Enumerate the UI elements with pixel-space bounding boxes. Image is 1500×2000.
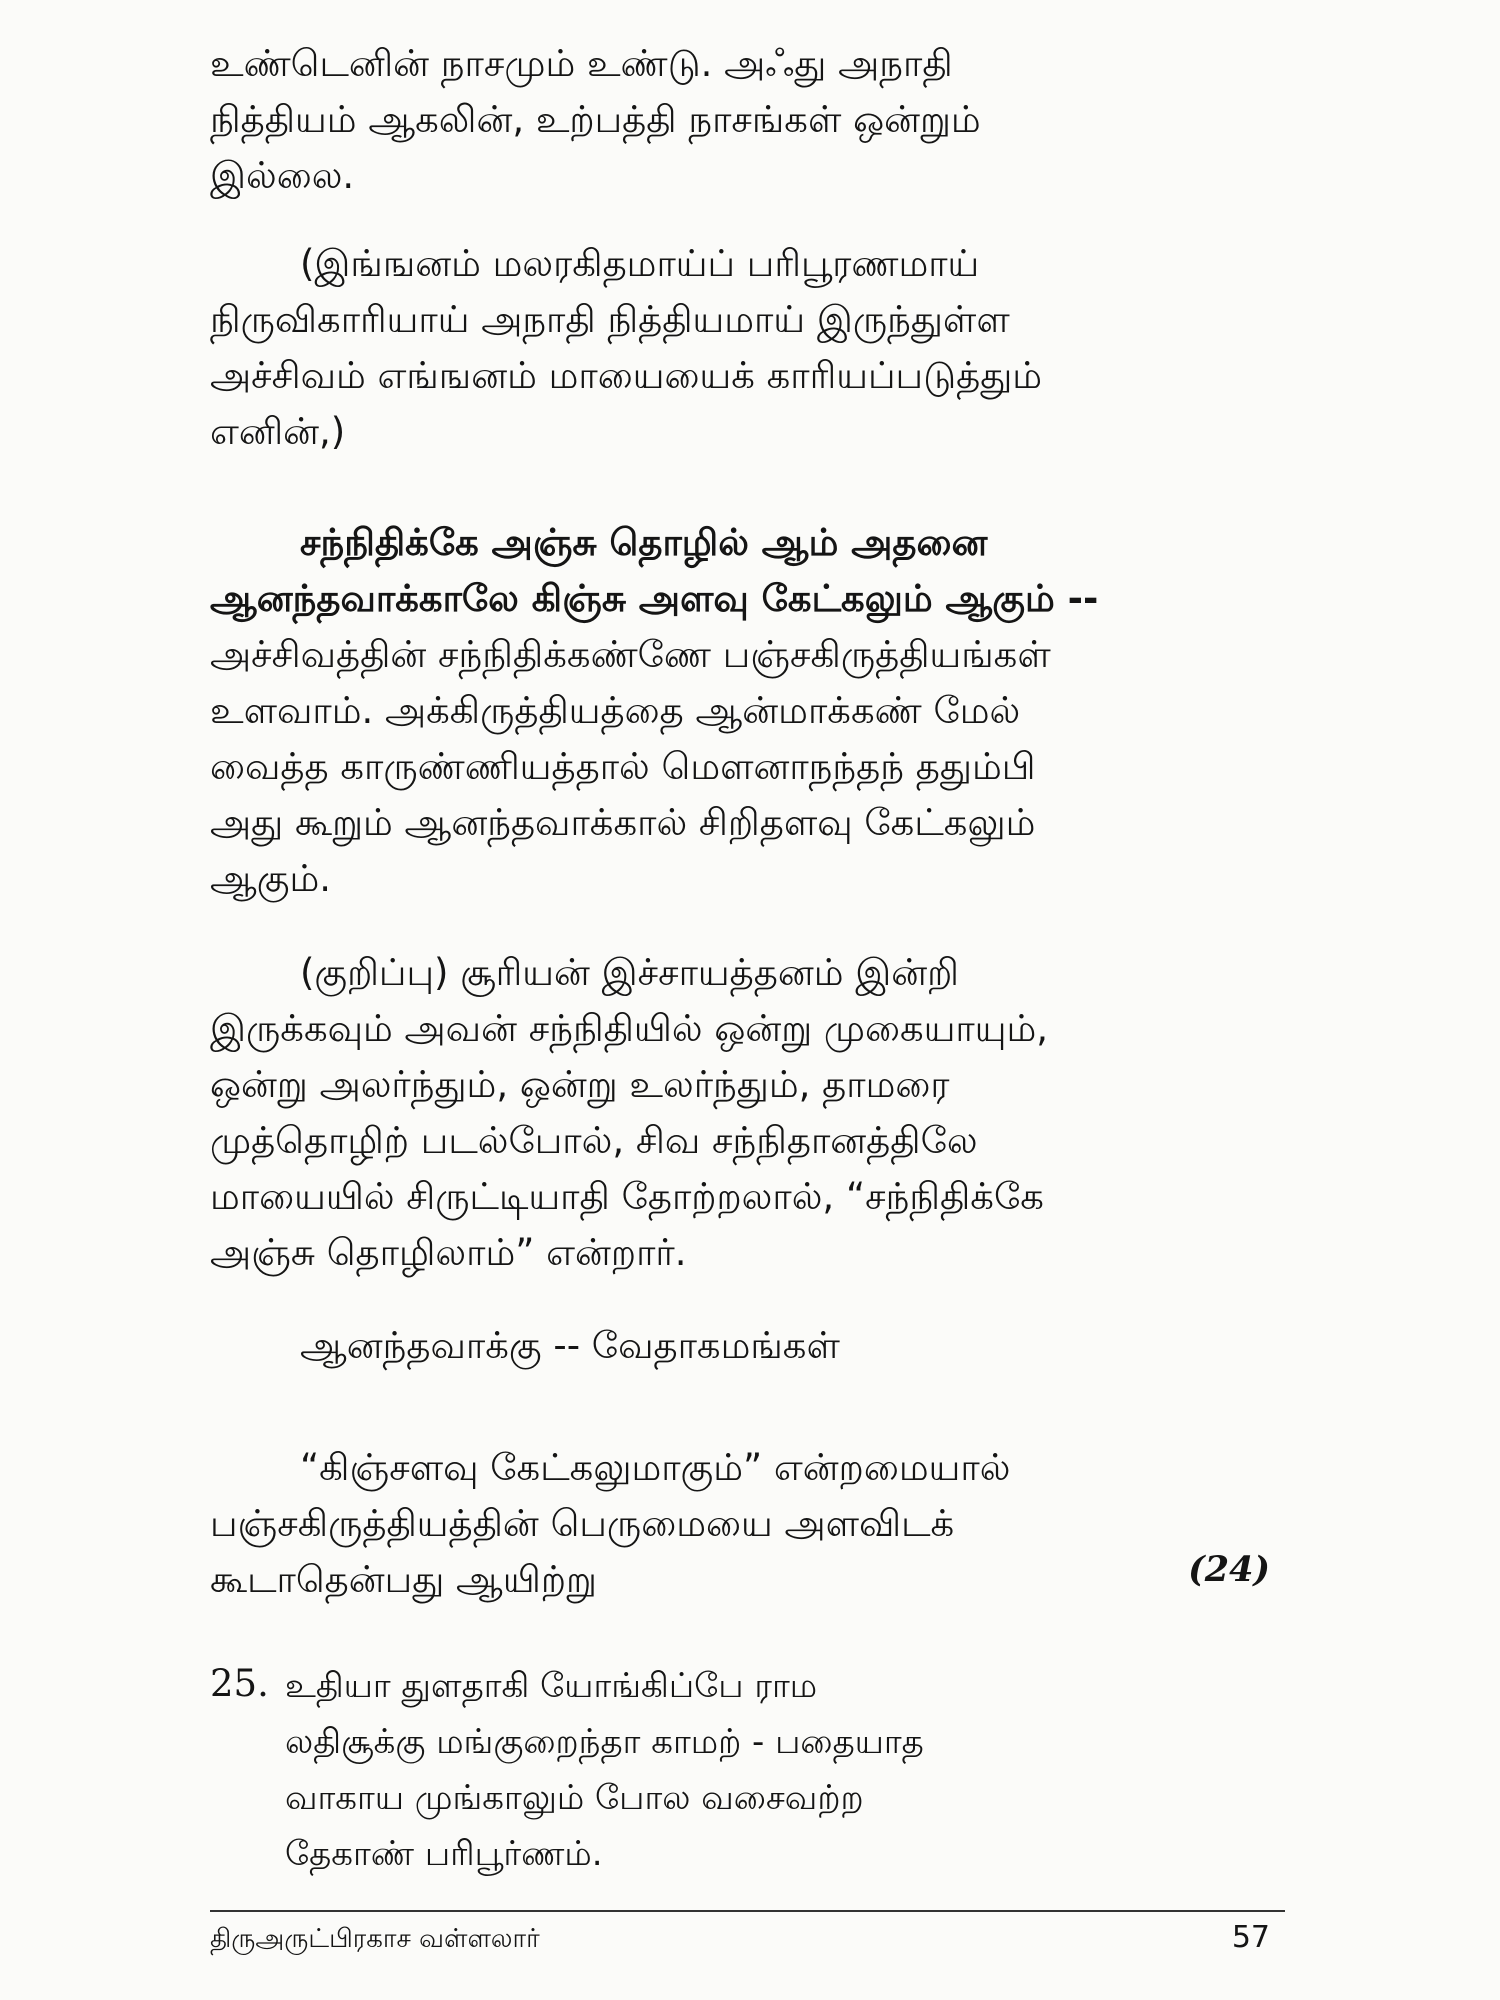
text-line: (குறிப்பு) சூரியன் இச்சாயத்தனம் இன்றி bbox=[300, 951, 959, 994]
text-line: உண்டெனின் நாசமும் உண்டு. அஃது அநாதி bbox=[210, 42, 953, 85]
verse-text bbox=[285, 1658, 924, 1882]
verse-line: வாகாய முங்காலும் போல வசைவற்ற bbox=[285, 1778, 864, 1818]
text-line: முத்தொழிற் படல்போல், சிவ சந்நிதானத்திலே bbox=[210, 1119, 978, 1162]
text-line: அஞ்சு தொழிலாம்” என்றார். bbox=[210, 1231, 687, 1274]
text-line: நிருவிகாரியாய் அநாதி நித்தியமாய் இருந்துள்ள bbox=[210, 298, 1010, 341]
paragraph-3 bbox=[210, 515, 1285, 907]
text-line: மாயையில் சிருட்டியாதி தோற்றலால், “சந்நிதிக்கே bbox=[210, 1175, 1044, 1218]
text-line: நித்தியம் ஆகலின், உற்பத்தி நாசங்கள் ஒன்றும் bbox=[210, 98, 981, 141]
text-line: ஒன்று அலர்ந்தும், ஒன்று உலர்ந்தும், தாமரை bbox=[210, 1063, 950, 1106]
verse-line: உதியா துளதாகி யோங்கிப்பே ராம bbox=[285, 1666, 818, 1706]
paragraph-2 bbox=[210, 236, 1285, 460]
verse-reference-number: (24) bbox=[1188, 1549, 1270, 1590]
text-line: ஆனந்தவாக்கு -- வேதாகமங்கள் bbox=[300, 1324, 840, 1367]
running-footer-title: திருஅருட்பிரகாச வள்ளலார் bbox=[210, 1924, 540, 1954]
verse-line: தேகாண் பரிபூர்ணம். bbox=[285, 1834, 603, 1874]
paragraph-6 bbox=[210, 1440, 1285, 1608]
paragraph-4 bbox=[210, 945, 1285, 1281]
text-line: இல்லை. bbox=[210, 154, 355, 197]
text-line: உளவாம். அக்கிருத்தியத்தை ஆன்மாக்கண் மேல் bbox=[210, 689, 1021, 732]
text-line: அச்சிவத்தின் சந்நிதிக்கண்ணே பஞ்சகிருத்தியங்கள் bbox=[210, 633, 1051, 676]
text-line: பஞ்சகிருத்தியத்தின் பெருமையை அளவிடக் bbox=[210, 1502, 955, 1545]
text-line: அச்சிவம் எங்ஙனம் மாயையைக் காரியப்படுத்தும் bbox=[210, 354, 1043, 397]
paragraph-1 bbox=[210, 36, 1285, 204]
text-line: எனின்,) bbox=[210, 410, 346, 453]
footer-divider bbox=[210, 1910, 1285, 1912]
text-line: ஆகும். bbox=[210, 857, 331, 900]
bold-text-line: சந்நிதிக்கே அஞ்சு தொழில் ஆம் அதனை bbox=[300, 521, 988, 564]
text-line: அது கூறும் ஆனந்தவாக்கால் சிறிதளவு கேட்கலும் bbox=[210, 801, 1036, 844]
text-line: (இங்ஙனம் மலரகிதமாய்ப் பரிபூரணமாய் bbox=[300, 242, 980, 285]
bold-text-line: ஆனந்தவாக்காலே கிஞ்சு அளவு கேட்கலும் ஆகும் -- bbox=[210, 577, 1099, 620]
text-line: வைத்த காருண்ணியத்தால் மௌனாநந்தந் ததும்பி bbox=[210, 745, 1036, 788]
text-line: “கிஞ்சளவு கேட்கலுமாகும்” என்றமையால் bbox=[300, 1446, 1011, 1489]
text-line: இருக்கவும் அவன் சந்நிதியில் ஒன்று முகையாயும், bbox=[210, 1007, 1049, 1050]
text-line: கூடாதென்பது ஆயிற்று bbox=[210, 1558, 597, 1601]
page-number: 57 bbox=[1231, 1920, 1270, 1955]
paragraph-5 bbox=[210, 1318, 1285, 1374]
verse-number: 25. bbox=[210, 1662, 269, 1705]
verse-line: லதிசூக்கு மங்குறைந்தா காமற் - பதையாத bbox=[285, 1722, 924, 1762]
